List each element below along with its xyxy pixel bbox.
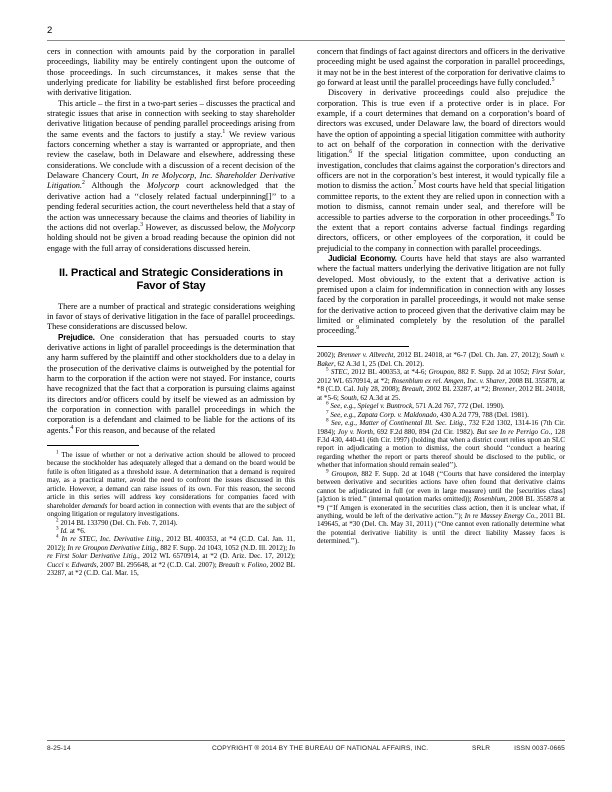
paragraph: Discovery in derivative proceedings could also prejudice the corporation. This is true even if a protective order is in place. For example, if a court determines that demand on a corporation’s board of directors was excused, under Delaware law, the board of directors would have the option of appointing a special litigation committee with authority to act on behalf of the corporation in connection with the derivative litigation.$^6$ If the special litigation committee, upon conducting an investigation, concludes that claims against the corporation’s directors and officers are not in the corporation’s best interest, it would typically file a motion to dismiss the action.$^7$ Most courts have held that special litigation committee reports, to the extent they are relied upon in connection with a motion to dismiss, cannot remain under seal, and therefore will be accessible to parties adverse to the corporation in other proceedings.$^8$ To the extent that a report contains adverse factual findings regarding directors, officers, or other employees of the corporation, it could be prejudicial to the company in connection with parallel proceedings. xyxy=(317,88,565,253)
footer-date-code: 8-25-14 xyxy=(47,745,71,753)
footer-issn: ISSN 0037-0665 xyxy=(514,745,565,753)
paragraph-text: One consideration that has persuaded courts to stay derivative actions in light of parallel proceedings is the determination that any harm suffered by the plaintiff and other stockholders due to a delay in the prosecution of the derivative claims is outweighed by the potential for harm to the corporation if the action were not stayed. For instance, courts have recognized that the fact that a corporation is pursuing claims against its directors and/or officers could by itself be viewed as an admission by the corporation in connection with parallel proceedings in which the corporation is a defendant and claimed to be liable for the actions of its agents.$^4$ For this reason, and because of the related xyxy=(47,332,295,435)
footnote: $^1$ The issue of whether or not a derivative action should be allowed to proceed because the stockholder has adequately alleged that a demand on the board would be futile is often litigated as a threshold issue. A determination that a demand is required may, as a practical matter, avoid the need to confront the issues discussed in this article. However, a demand can raise issues of its own. For this reason, the second article in this series will address key considerations for companies faced with shareholder demands for board action in connection with events that are the subject of ongoing litigation or regulatory investigations. xyxy=(47,449,295,519)
footnote-continuation: 2002); Brenner v. Albrecht, 2012 BL 24018, at *6-7 (Del. Ch. Jan. 27, 2012); South v. Baker, 62 A.3d 1, 25 (Del. Ch. 2012). xyxy=(317,351,566,368)
section-heading: II. Practical and Strategic Considerations in Favor of Stay xyxy=(59,266,283,293)
footnote: $^8$ See, e.g., Matter of Continental Ill. Sec. Litig., 732 F.2d 1302, 1314-16 (7th Cir. 1984); Joy v. North, 692 F.2d 880, 894 (2d Cir. 1982). But see In re Perrigo Co., 128 F.3d 430, 440-41 (6th Cir. 1997) (holding that when a district court relies upon an SLC report in adjudicating a motion to dismiss, the court should ‘‘conduct a hearing regarding whether the report or parts thereof should be disclosed to the public, or whether that information should remain sealed’’). xyxy=(317,417,566,470)
footnote-divider xyxy=(47,445,139,446)
footnote: $^6$ See, e.g., Spiegel v. Buntrock, 571 A.2d 767, 772 (Del. 1990). xyxy=(326,400,505,411)
footnote: $^4$ In re STEC, Inc. Derivative Litig., 2012 BL 400353, at *4 (C.D. Cal. Jan. 11, 2012); In re Groupon Derivative Litig., 882 F. Supp. 2d 1043, 1052 (N.D. Ill. 2012); In re First Solar Derivative Litig., 2012 WL 6570914, at *2 (D. Ariz. Dec. 17, 2012); Cucci v. Edwards, 2007 BL 295648, at *2 (C.D. Cal. 2007); Breault v. Folino, 2002 BL 23287, at *2 (C.D. Cal. Mar. 15, xyxy=(47,534,296,578)
footer-row xyxy=(47,745,565,752)
paragraph-prejudice xyxy=(47,333,295,436)
paragraph-text: Courts have held that stays are also warranted where the factual matters underlying the derivative litigation are not fully developed. Most obviously, to the extent that a derivative action is premised upon a claim for indemnification in connection with any losses faced by the corporation in parallel proceedings, it would not make sense for the derivative action to proceed given that the derivative claim may be limited or eliminated completely by the resolution of the parallel proceeding.$^9$ xyxy=(317,253,565,336)
paragraph: There are a number of practical and strategic considerations weighing in favor of stays of derivative litigation in the face of parallel proceedings. These considerations are discussed below. xyxy=(47,301,295,332)
article-columns xyxy=(47,47,565,731)
run-in-heading: Judicial Economy. xyxy=(328,253,397,263)
left-body-bottom xyxy=(47,302,295,436)
footnote: $^2$ 2014 BL 133790 (Del. Ch. Feb. 7, 2014). xyxy=(56,517,178,527)
footer-divider xyxy=(47,740,565,741)
header-divider xyxy=(47,40,565,42)
page-header xyxy=(47,26,565,41)
left-footnotes xyxy=(47,451,295,578)
paragraph: cers in connection with amounts paid by the corporation in parallel proceedings, liability may be entirely contingent upon the outcome of those proceedings. In such circumstances, it makes sense that the underlying predicate for liability be established first before proceeding with derivative litigation. xyxy=(47,47,295,98)
footnote: $^3$ Id. at *6. xyxy=(56,525,86,536)
paragraph: concern that findings of fact against directors and officers in the derivative proceeding might be used against the corporation in parallel proceedings, it may not be in the best interest of the corporation for derivative claims to go forward at least until the parallel proceedings have fully concluded.$^5$ xyxy=(317,47,565,88)
left-body-top xyxy=(47,47,295,254)
page-footer xyxy=(47,740,565,752)
right-column xyxy=(317,47,565,731)
right-body xyxy=(317,47,565,337)
footnote-divider xyxy=(317,346,409,347)
footnote: $^9$ Groupon, 882 F. Supp. 2d at 1048 (‘‘Courts that have considered the interplay between derivative and securities actions have often found that derivative claims cannot be adjudicated in full (or even in large measure) until the [securities class] [a]ction is tried.’’ (internal quotation marks omitted)); Rosenblum, 2008 BL 355878 at *9 (‘‘If Amgen is exonerated in the securities class action, then it is unclear what, if anything, would be left of the derivative action.’’); In re Massey Energy Co., 2011 BL 149645, at *30 (Del. Ch. May 31, 2011) (‘‘One cannot even rationally determine what the potential derivative liability is until the direct liability Massey faces is determined.’’). xyxy=(317,468,566,546)
footer-publication-code: SRLR xyxy=(471,745,491,753)
footnote: $^5$ STEC, 2012 BL 400353, at *4-6; Groupon, 882 F. Supp. 2d at 1052; First Solar, 2012 WL 6570914, at *2; Rosenblum ex rel. Amgen, Inc. v. Sharer, 2008 BL 355878, at *8 (C.D. Cal. July 28, 2008); Breault, 2002 BL 23287, at *2; Brenner, 2012 BL 24018, at *5-6; South, 62 A.3d at 25. xyxy=(317,366,566,402)
paragraph: This article – the first in a two-part series – discusses the practical and strategic issues that arise in connection with seeking to stay shareholder derivative litigation because of pending parallel proceedings arising from the same events and the factors to justify a stay.$^1$ We review various factors concerning whether a stay is warranted or appropriate, and then review the caselaw, both in Delaware and elsewhere, addressing these considerations. We conclude with a discussion of a recent decision of the Delaware Chancery Court, In re Molycorp, Inc. Shareholder Derivative Litigation.$^2$ Although the Molycorp court acknowledged that the derivative action had a ‘‘closely related factual underpinning[]’’ to a pending federal securities action, the court nevertheless held that a stay of the action was unnecessary because the claims and theories of liability in the actions did not overlap.$^3$ However, as discussed below, the Molycorp holding should not be given a broad reading because the opinion did not engage with the full array of considerations discussed herein. xyxy=(47,98,296,253)
footnote: $^7$ See, e.g., Zapata Corp. v. Maldonado, 430 A.2d 779, 788 (Del. 1981). xyxy=(326,409,529,419)
page-number: 2 xyxy=(47,25,53,36)
right-footnotes xyxy=(317,351,565,545)
left-column xyxy=(47,47,295,731)
footer-copyright: COPYRIGHT ® 2014 BY THE BUREAU OF NATIONAL AFFAIRS, INC. xyxy=(212,745,429,753)
paragraph-judicial-economy xyxy=(317,254,565,337)
run-in-heading: Prejudice. xyxy=(58,332,95,342)
